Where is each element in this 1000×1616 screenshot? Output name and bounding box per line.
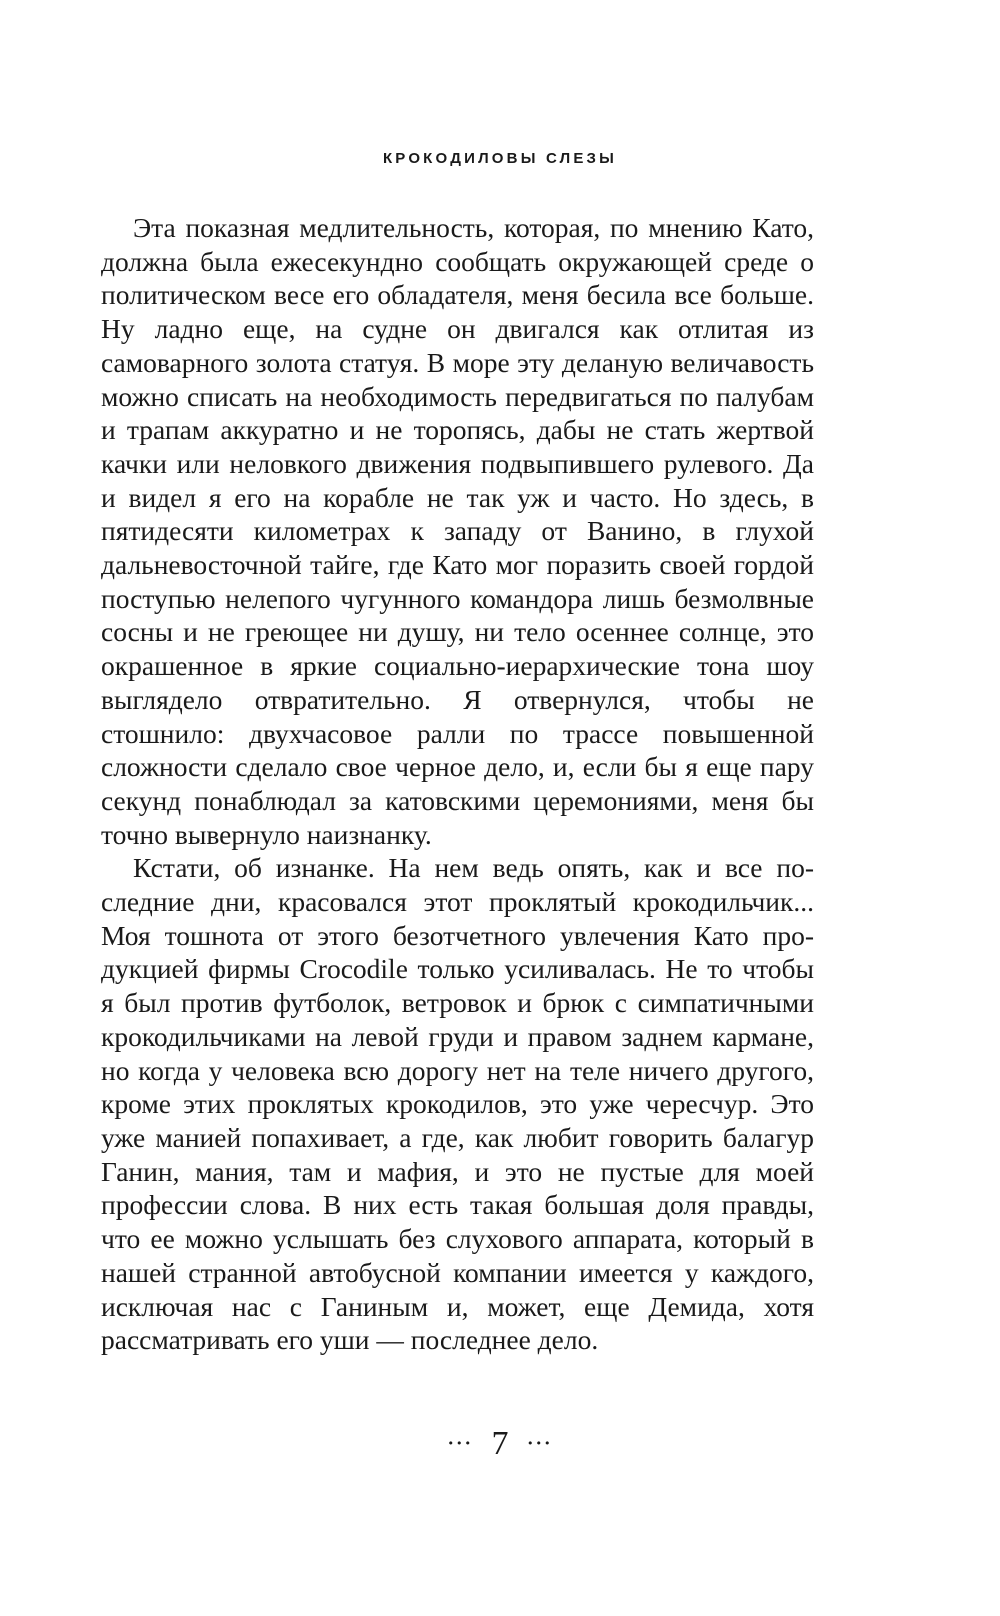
ornament-right: •••: [527, 1437, 553, 1451]
page-number-block: [0, 1424, 1000, 1466]
text-block: [101, 211, 814, 1357]
ornament-left: •••: [447, 1437, 473, 1451]
page-number: 7: [491, 1425, 509, 1462]
running-head: КРОКОДИЛОВЫ СЛЕЗЫ: [382, 150, 618, 167]
paragraph-2: Кстати, об изнанке. На нем ведь опять, как и все последние дни, красовался этот проклятый крокодильчик... Моя тошнота от этого безотчетного увлечения Като продукцией фирмы Crocodile только усиливалась. Не то чтобы я был против футболок, ветровок и брюк с симпатичными крокодильчиками на левой груди и правом заднем кармане, но когда у человека всю дорогу нет на теле ничего другого, кроме этих проклятых крокодилов, это уже чересчур. Это уже манией попахивает, а где, как любит говорить балагур Ганин, мания, там и мафия, и это не пустые для моей профессии слова. В них есть такая большая доля правды, что ее можно услышать без слухового аппарата, который в нашей странной автобусной компании имеется у каждого, исключая нас с Ганиным и, может, еще Демида, хотя рассматривать его уши — последнее дело.: [101, 852, 814, 1356]
paragraph-1: Эта показная медлительность, которая, по мнению Като, должна была ежесекундно сообщать окружающей среде о политическом весе его обладателя, меня бесила все больше. Ну ладно еще, на судне он двигался как отлитая из самоварного золота статуя. В море эту деланую величавость можно списать на необходимость передвигаться по палубам и трапам аккуратно и не торопясь, дабы не стать жертвой качки или неловкого движения подвыпившего рулевого. Да и видел я его на корабле не так уж и часто. Но здесь, в пятидесяти километрах к западу от Ванино, в глухой дальневосточной тайге, где Като мог поразить своей гордой поступью нелепого чугунного командора лишь безмолвные сосны и не греющее ни душу, ни тело осеннее солнце, это окрашенное в яркие социально-иерархические тона шоу выглядело отвратительно. Я отвернулся, чтобы не стошнило: двухчасовое ралли по трассе повышенной сложности сделало свое черное дело, и, если бы я еще пару секунд понаблюдал за катовскими церемониями, меня бы точно вывернуло наизнанку.: [101, 212, 814, 850]
